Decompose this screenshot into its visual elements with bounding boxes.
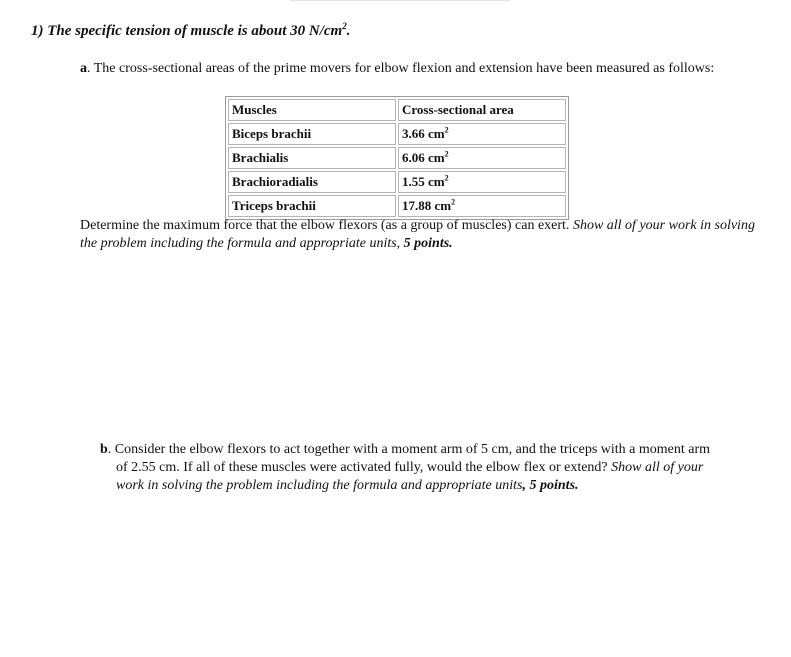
part-a-label: a [80, 61, 87, 76]
header-cross-sectional-area: Cross-sectional area [398, 99, 566, 121]
muscle-name: Brachialis [228, 147, 396, 169]
muscle-name: Triceps brachii [228, 195, 396, 217]
part-b-line-1-text: . Consider the elbow flexors to act together with a moment arm of 5 cm, and the triceps with a moment arm [107, 442, 711, 457]
part-b-line-2 [100, 459, 760, 477]
part-b-label: b [100, 442, 108, 457]
area-unit-superscript: 2 [444, 125, 449, 135]
part-a-task [80, 217, 770, 253]
area-value: 17.88 cm [402, 198, 452, 213]
table-row [228, 123, 566, 145]
area-value: 1.55 cm [402, 174, 445, 189]
table-row [228, 147, 566, 169]
part-a-intro [80, 61, 714, 77]
part-b-instructions-end: work in solving the problem including the formula and appropriate units [116, 478, 523, 493]
area-unit-superscript: 2 [444, 149, 449, 159]
question-title-end: . [346, 23, 351, 39]
question-title [31, 21, 350, 40]
cross-sectional-area-table [225, 96, 569, 220]
question-title-superscript: 2 [342, 21, 347, 31]
muscle-area [398, 195, 566, 217]
table-header-row [228, 99, 566, 121]
part-b-instructions-start: Show all of your [611, 460, 704, 475]
area-value: 3.66 cm [402, 126, 445, 141]
part-b-line-3 [100, 477, 760, 495]
part-a-task-text: Determine the maximum force that the elbow flexors (as a group of muscles) can exert. [80, 218, 573, 233]
area-unit-superscript: 2 [444, 173, 449, 183]
part-b-points: , 5 points. [522, 478, 579, 493]
muscle-name: Biceps brachii [228, 123, 396, 145]
part-a-points: 5 points. [403, 236, 453, 251]
muscle-area [398, 171, 566, 193]
part-a-instructions: Show all of your work in solving the problem including the formula and appropriate units, [80, 218, 755, 251]
part-b-line-1 [100, 441, 760, 459]
question-title-text: 1) The specific tension of muscle is about 30 N/cm [31, 23, 343, 39]
muscle-area [398, 123, 566, 145]
part-a-intro-text: . The cross-sectional areas of the prime movers for elbow flexion and extension have been measured as follows: [87, 61, 715, 76]
table-row [228, 171, 566, 193]
cropped-previous-line [290, 0, 510, 1]
part-b-line-2-text: of 2.55 cm. If all of these muscles were activated fully, would the elbow flex or extend? [116, 460, 612, 475]
area-unit-superscript: 2 [451, 197, 456, 207]
muscle-name: Brachioradialis [228, 171, 396, 193]
area-value: 6.06 cm [402, 150, 445, 165]
muscle-area [398, 147, 566, 169]
table-row [228, 195, 566, 217]
part-b-question [100, 441, 760, 495]
header-muscles: Muscles [228, 99, 396, 121]
